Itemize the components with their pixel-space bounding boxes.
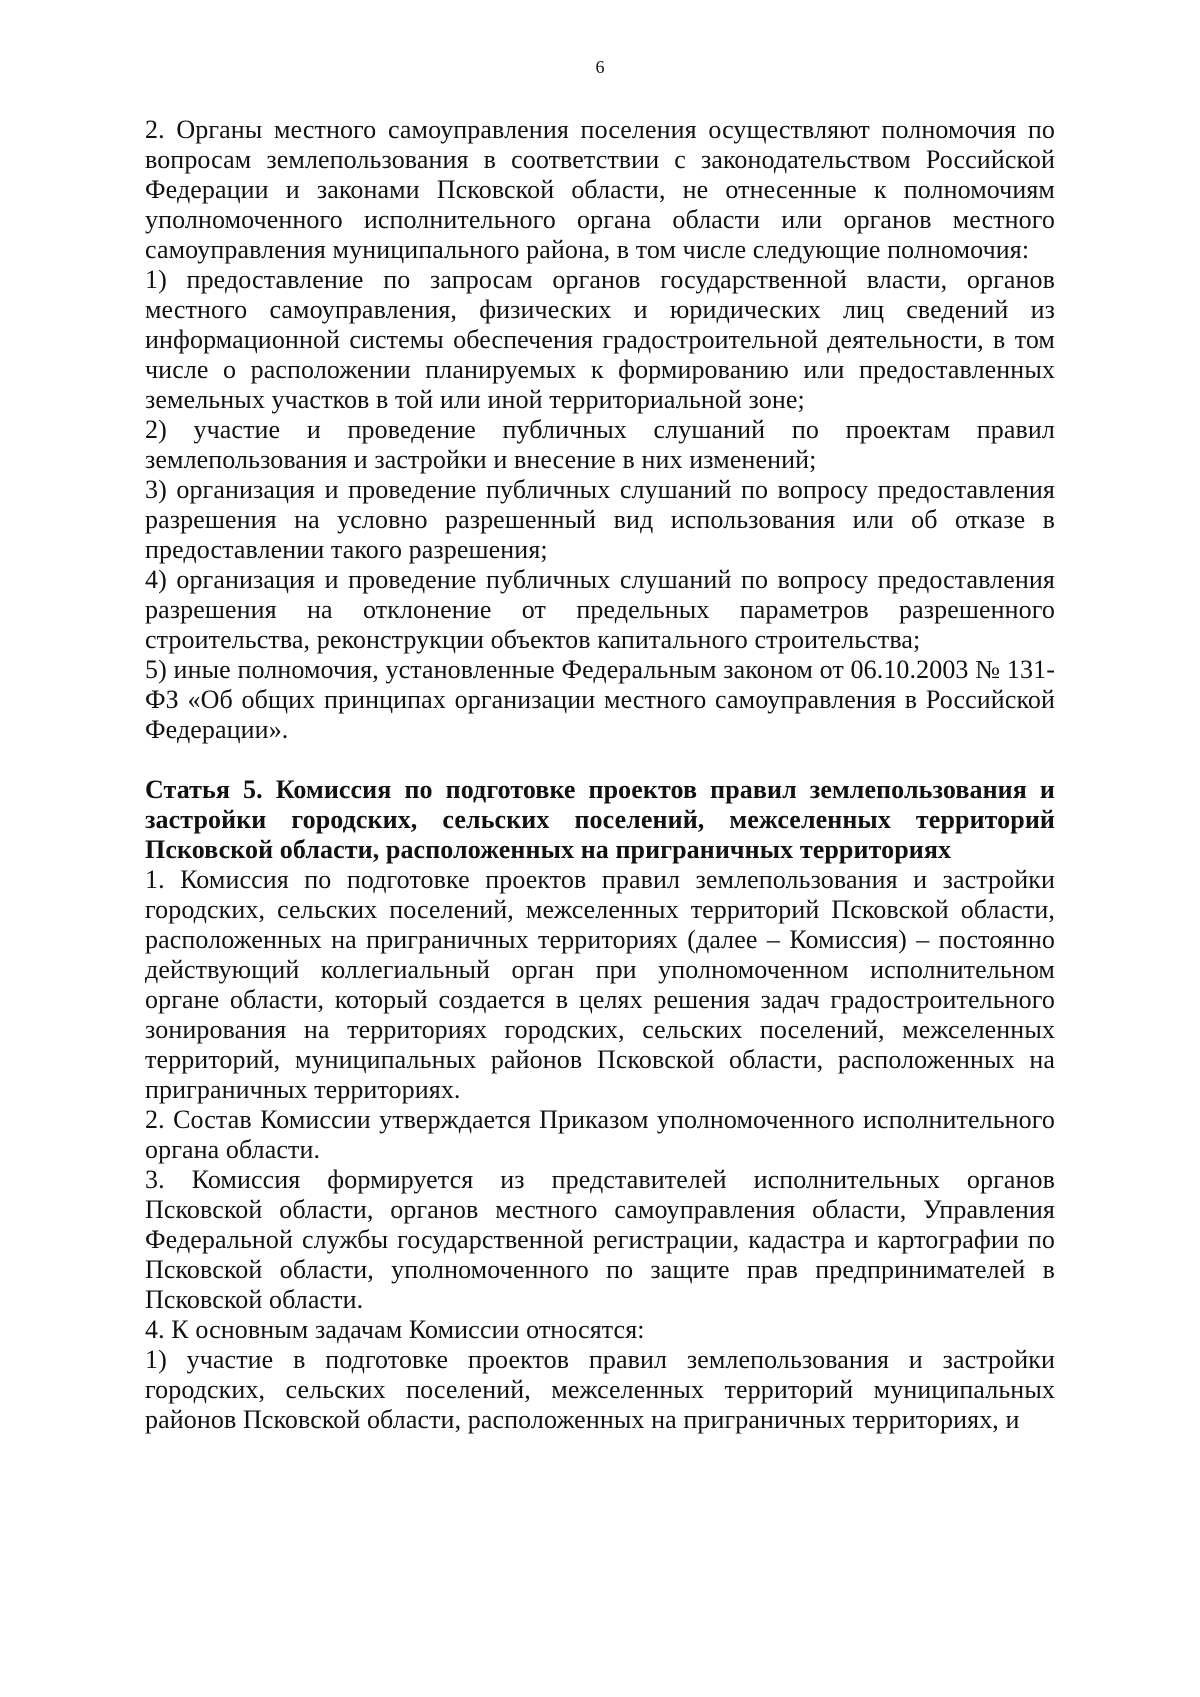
section-spacer — [145, 745, 1055, 775]
paragraph-commission-formation: 3. Комиссия формируется из представителей исполнительных органов Псковской области, органов местного самоуправления области, Управления Федеральной службы государственной регистрации, кадастра и картографии по Псковской области, уполномоченного по защите прав предпринимателей в Псковской области. — [145, 1165, 1055, 1314]
page-number: 6 — [595, 57, 605, 77]
list-item-5-other-powers: 5) иные полномочия, установленные Федеральным законом от 06.10.2003 № 131-ФЗ «Об общих принципах организации местного самоуправления в Российской Федерации». — [145, 655, 1055, 744]
paragraph-commission-tasks-intro: 4. К основным задачам Комиссии относятся: — [145, 1315, 645, 1344]
list-item-3-conditional-use-hearings: 3) организация и проведение публичных слушаний по вопросу предоставления разрешения на условно разрешенный вид использования или об отказе в предоставлении такого разрешения; — [145, 475, 1055, 564]
list-item-4-deviation-hearings: 4) организация и проведение публичных слушаний по вопросу предоставления разрешения на отклонение от предельных параметров разрешенного строительства, реконструкции объектов капитального строительства; — [145, 565, 1055, 654]
list-item-task-1: 1) участие в подготовке проектов правил землепользования и застройки городских, сельских поселений, межселенных территорий муниципальных районов Псковской области, расположенных на приграничных территориях, и — [145, 1345, 1055, 1434]
list-item-2-public-hearings-rules: 2) участие и проведение публичных слушаний по проектам правил землепользования и застройки и внесение в них изменений; — [145, 415, 1055, 474]
list-item-1-information-provision: 1) предоставление по запросам органов государственной власти, органов местного самоуправления, физических и юридических лиц сведений из информационной системы обеспечения градостроительной деятельности, в том числе о расположении планируемых к формированию или предоставленных земельных участков в той или иной территориальной зоне; — [145, 265, 1055, 414]
article-5-heading: Статья 5. Комиссия по подготовке проектов правил землепользования и застройки городских, сельских поселений, межселенных территорий Псковской области, расположенных на приграничных территориях — [145, 775, 1055, 864]
paragraph-local-government-powers: 2. Органы местного самоуправления поселения осуществляют полномочия по вопросам землепользования в соответствии с законодательством Российской Федерации и законами Псковской области, не отнесенные к полномочиям уполномоченного исполнительного органа области или органов местного самоуправления муниципального района, в том числе следующие полномочия: — [145, 115, 1055, 264]
document-body — [145, 115, 1055, 1435]
paragraph-commission-definition: 1. Комиссия по подготовке проектов правил землепользования и застройки городских, сельских поселений, межселенных территорий Псковской области, расположенных на приграничных территориях (далее – Комиссия) – постоянно действующий коллегиальный орган при уполномоченном исполнительном органе области, который создается в целях решения задач градостроительного зонирования на территориях городских, сельских поселений, межселенных территорий, муниципальных районов Псковской области, расположенных на приграничных территориях. — [145, 865, 1055, 1104]
paragraph-commission-composition: 2. Состав Комиссии утверждается Приказом уполномоченного исполнительного органа области. — [145, 1105, 1055, 1164]
